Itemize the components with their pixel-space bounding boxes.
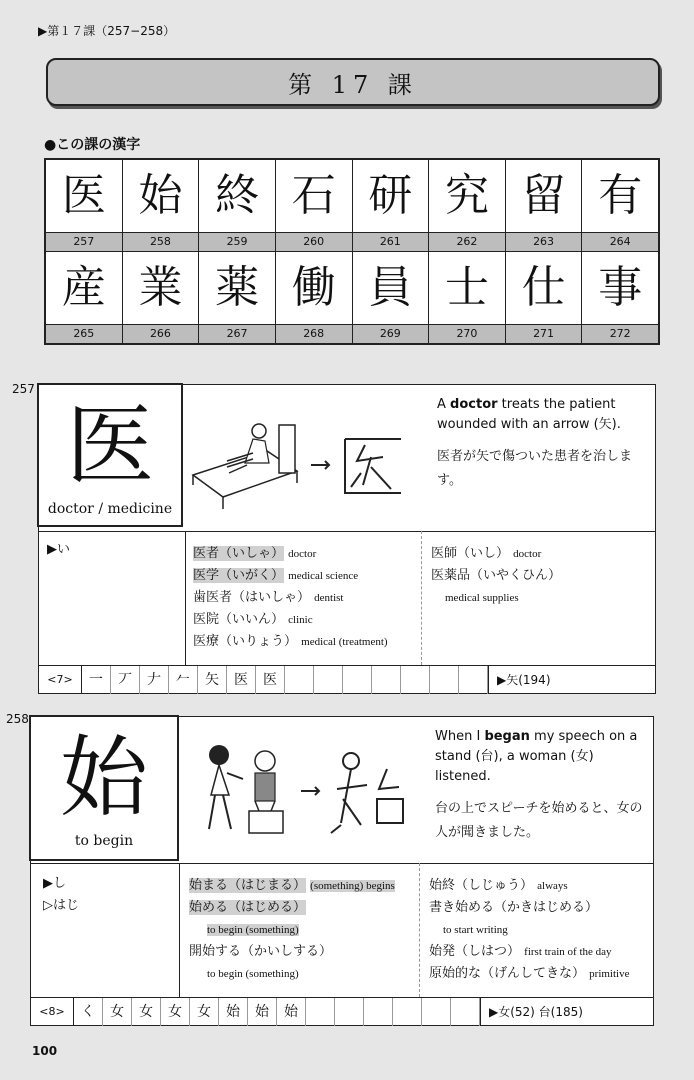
vocab-list <box>189 875 413 985</box>
mnemonic-story: When I began my speech on a stand (台), a woman (女) listened. 台の上でスピーチを始めると、女の人が聞きました。 <box>435 727 647 845</box>
kanji-cell: 員 269 <box>353 252 430 343</box>
kanji-cell: 士 270 <box>429 252 506 343</box>
kanji-grid-row <box>46 252 658 343</box>
kanji-cell: 業 266 <box>123 252 200 343</box>
running-header: ▶第１７課（257−258） <box>38 24 176 38</box>
stroke-step: 女 <box>190 998 219 1026</box>
kanji-meaning: doctor / medicine <box>47 501 173 517</box>
stroke-step: 女 <box>103 998 132 1026</box>
vocab-list <box>429 875 651 985</box>
reading-on: ▶い <box>47 542 70 557</box>
kanji-cell: 究 262 <box>429 160 506 252</box>
kanji-grid-row <box>46 160 658 252</box>
vocab-item: to begin (something) <box>207 968 299 980</box>
kanji-cell: 産 265 <box>46 252 123 343</box>
kanji-cell: 留 263 <box>506 160 583 252</box>
kanji-cell: 薬 267 <box>199 252 276 343</box>
reading-on: ▶し <box>43 876 66 891</box>
stroke-step: 女 <box>161 998 190 1026</box>
stroke-step: 医 <box>256 666 285 694</box>
vocab-item: 始まる（はじまる） (something) begins <box>189 878 395 893</box>
vocab-item: to start writing <box>443 924 508 936</box>
mnemonic-story: A doctor treats the patient wounded with an arrow (矢). 医者が矢で傷ついた患者を治します。 <box>437 395 647 493</box>
vocab-item: 開始する（かいしする） <box>189 944 333 959</box>
vocab-item: 医薬品（いやくひん） <box>431 568 562 583</box>
kanji-grid <box>44 158 660 345</box>
stroke-step: 一 <box>82 666 111 694</box>
mnemonic-story-jp: 台の上でスピーチを始めると、女の人が聞きました。 <box>435 801 643 840</box>
kanji-cell: 働 268 <box>276 252 353 343</box>
readings <box>43 873 79 917</box>
entry-number: 257 <box>12 382 35 396</box>
kanji-cell: 有 264 <box>582 160 658 252</box>
vocab-item: 医院（いいん） clinic <box>193 612 313 627</box>
vocab-item: 医者（いしゃ） doctor <box>193 546 317 561</box>
stroke-count: <8> <box>31 998 74 1026</box>
section-label: ●この課の漢字 <box>44 137 141 153</box>
large-kanji: 医 <box>65 394 154 497</box>
kanji-entry <box>38 384 656 694</box>
reading-kun: ▷はじ <box>43 898 79 913</box>
vocab-list <box>431 543 651 609</box>
vocab-item: 歯医者（はいしゃ） dentist <box>193 590 344 605</box>
stroke-step: 𠂉 <box>169 666 198 694</box>
stroke-step: く <box>74 998 103 1026</box>
kanji-cell: 石 260 <box>276 160 353 252</box>
kanji-cell: 医 257 <box>46 160 123 252</box>
stroke-step: 医 <box>227 666 256 694</box>
component-reference: ▶女(52) 台(185) <box>480 998 653 1026</box>
stroke-step: 始 <box>219 998 248 1026</box>
kanji-meaning: to begin <box>74 833 134 849</box>
stroke-step: 女 <box>132 998 161 1026</box>
page-number: 100 <box>32 1044 58 1058</box>
vocab-item: to begin (something) <box>207 924 299 936</box>
stroke-step: 始 <box>248 998 277 1026</box>
vocab-list <box>193 543 413 653</box>
stroke-step: 矢 <box>198 666 227 694</box>
vocab-item: 医学（いがく） medical science <box>193 568 359 583</box>
kanji-cell: 終 259 <box>199 160 276 252</box>
vocab-item: 原始的な（げんしてきな） primitive <box>429 966 630 981</box>
large-kanji-box <box>37 383 183 527</box>
vocab-item: 始終（しじゅう） always <box>429 878 568 893</box>
kanji-cell: 事 272 <box>582 252 658 343</box>
kanji-cell: 研 261 <box>353 160 430 252</box>
entry-number: 258 <box>6 712 29 726</box>
kanji-cell: 始 258 <box>123 160 200 252</box>
vocab-item: 始める（はじめる） <box>189 900 307 915</box>
lesson-title: 第 17 課 <box>46 58 660 106</box>
vocab-item: 書き始める（かきはじめる） <box>429 900 599 915</box>
mnemonic-illustration <box>191 733 431 843</box>
large-kanji-box <box>29 715 179 861</box>
kanji-cell: 仕 271 <box>506 252 583 343</box>
stroke-order <box>31 997 653 1026</box>
kanji-entry <box>30 716 654 1026</box>
component-reference: ▶矢(194) <box>488 666 655 694</box>
mnemonic-story-jp: 医者が矢で傷ついた患者を治します。 <box>437 449 633 488</box>
mnemonic-illustration <box>187 405 417 515</box>
vocab-item: 医師（いし） doctor <box>431 546 542 561</box>
large-kanji: 始 <box>59 726 148 829</box>
stroke-order <box>39 665 655 694</box>
stroke-count: <7> <box>39 666 82 694</box>
stroke-step: 𠂇 <box>140 666 169 694</box>
vocab-item: 始発（しはつ） first train of the day <box>429 944 612 959</box>
vocab-item: medical supplies <box>445 592 519 604</box>
stroke-step: 始 <box>277 998 306 1026</box>
vocab-item: 医療（いりょう） medical (treatment) <box>193 634 388 649</box>
stroke-step: 丆 <box>111 666 140 694</box>
